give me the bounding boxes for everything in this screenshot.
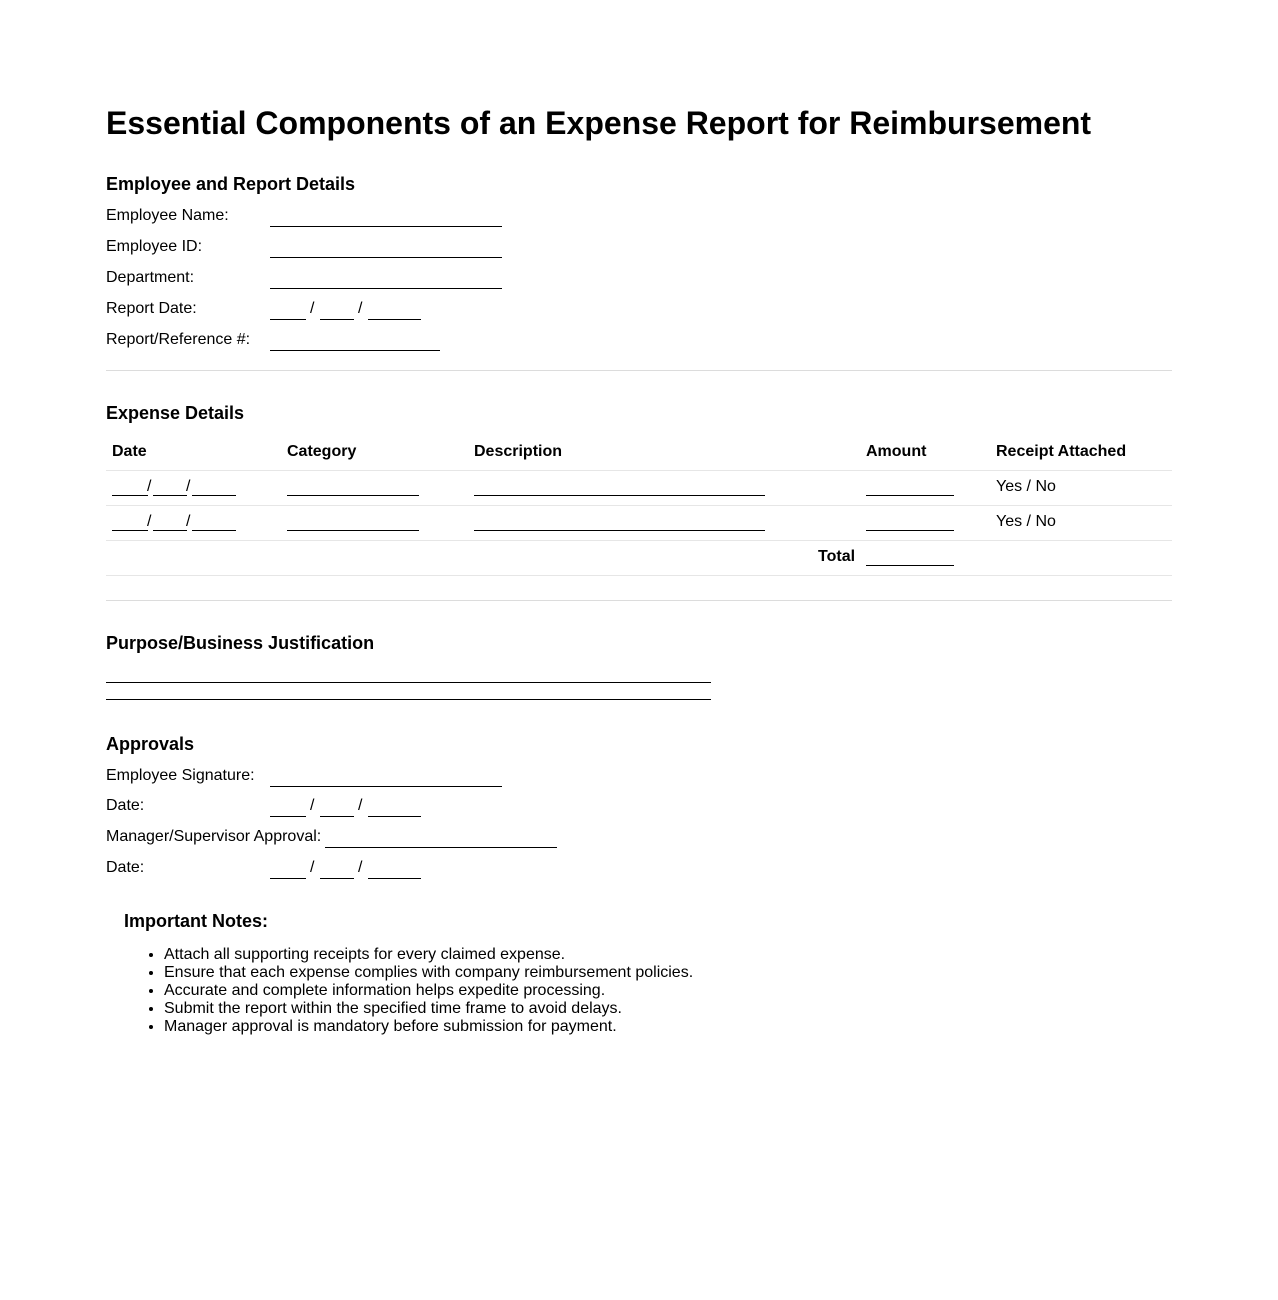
date-slash: /: [310, 797, 315, 814]
list-item: • Manager approval is mandatory before submission for payment.: [164, 1018, 693, 1036]
section-divider: [106, 370, 1172, 371]
total-amount-field[interactable]: [866, 565, 954, 566]
approval-date-year-field[interactable]: [368, 858, 421, 879]
date-slash: /: [358, 859, 363, 876]
signature-date-month-field[interactable]: [270, 796, 306, 817]
date-slash: /: [186, 478, 191, 495]
report-date-label: Report Date:: [106, 300, 197, 317]
reference-label: Report/Reference #:: [106, 331, 251, 348]
list-item: • Submit the report within the specified time frame to avoid delays.: [164, 1000, 693, 1018]
approval-date-label: Date:: [106, 859, 145, 876]
receipt-attached-toggle[interactable]: Yes / No: [996, 513, 1056, 530]
list-item: • Accurate and complete information helps expedite processing.: [164, 982, 693, 1000]
expense-date-day-field[interactable]: [153, 495, 187, 496]
column-header-receipt: Receipt Attached: [996, 443, 1127, 460]
list-item: • Ensure that each expense complies with company reimbursement policies.: [164, 964, 693, 982]
approval-date-month-field[interactable]: [270, 858, 306, 879]
total-label: Total: [818, 548, 856, 565]
report-date-year-field[interactable]: [368, 299, 421, 320]
manager-approval-label: Manager/Supervisor Approval:: [106, 828, 322, 845]
table-row: [106, 505, 1172, 541]
expense-date-month-field[interactable]: [112, 530, 148, 531]
description-field[interactable]: [474, 530, 765, 531]
signature-date-label: Date:: [106, 797, 145, 814]
employee-name-field[interactable]: [270, 206, 502, 227]
date-slash: /: [310, 300, 315, 317]
approval-date-day-field[interactable]: [320, 858, 354, 879]
employee-id-field[interactable]: [270, 237, 502, 258]
expense-date-year-field[interactable]: [192, 530, 236, 531]
amount-field[interactable]: [866, 530, 954, 531]
date-slash: /: [310, 859, 315, 876]
column-header-description: Description: [474, 443, 563, 460]
section-divider: [106, 600, 1172, 601]
report-date-day-field[interactable]: [320, 299, 354, 320]
expense-date-year-field[interactable]: [192, 495, 236, 496]
expense-section-heading: Expense Details: [106, 403, 245, 423]
justification-line-2[interactable]: [106, 699, 711, 700]
description-field[interactable]: [474, 495, 765, 496]
expense-date-month-field[interactable]: [112, 495, 148, 496]
date-slash: /: [147, 513, 152, 530]
employee-name-label: Employee Name:: [106, 207, 229, 224]
category-field[interactable]: [287, 530, 419, 531]
notes-list: [124, 946, 693, 1036]
table-row: [106, 470, 1172, 506]
reference-field[interactable]: [270, 330, 440, 351]
notes-heading: Important Notes:: [124, 911, 268, 931]
employee-signature-label: Employee Signature:: [106, 767, 255, 784]
list-item: • Attach all supporting receipts for every claimed expense.: [164, 946, 693, 964]
approvals-section-heading: Approvals: [106, 734, 195, 754]
page-title: Essential Components of an Expense Report for Reimbursement: [106, 105, 1092, 141]
employee-signature-field[interactable]: [270, 766, 502, 787]
signature-date-day-field[interactable]: [320, 796, 354, 817]
employee-id-label: Employee ID:: [106, 238, 203, 255]
column-header-date: Date: [112, 443, 147, 460]
report-date-month-field[interactable]: [270, 299, 306, 320]
expense-date-day-field[interactable]: [153, 530, 187, 531]
amount-field[interactable]: [866, 495, 954, 496]
category-field[interactable]: [287, 495, 419, 496]
column-header-category: Category: [287, 443, 357, 460]
employee-section-heading: Employee and Report Details: [106, 174, 356, 194]
date-slash: /: [147, 478, 152, 495]
department-label: Department:: [106, 269, 195, 286]
table-header-row: [106, 435, 1172, 471]
justification-line-1[interactable]: [106, 682, 711, 683]
manager-approval-field[interactable]: [325, 827, 557, 848]
purpose-section-heading: Purpose/Business Justification: [106, 633, 375, 653]
signature-date-year-field[interactable]: [368, 796, 421, 817]
date-slash: /: [186, 513, 191, 530]
table-total-row: [106, 540, 1172, 576]
date-slash: /: [358, 300, 363, 317]
date-slash: /: [358, 797, 363, 814]
column-header-amount: Amount: [866, 443, 927, 460]
department-field[interactable]: [270, 268, 502, 289]
receipt-attached-toggle[interactable]: Yes / No: [996, 478, 1056, 495]
